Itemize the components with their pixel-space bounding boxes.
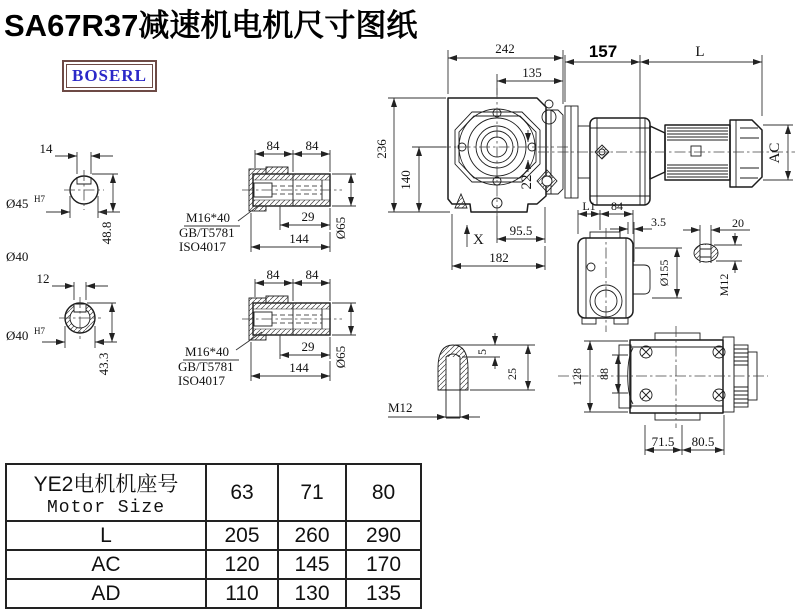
dim-29: 29 xyxy=(301,339,315,354)
label-std-iso: ISO4017 xyxy=(178,373,225,388)
label-std-iso: ISO4017 xyxy=(179,239,226,254)
dim-dia65: Ø65 xyxy=(333,345,348,369)
dim-outer: Ø40 xyxy=(6,249,29,264)
view-hollow-shaft-section xyxy=(6,271,117,375)
table-row-label: AD xyxy=(6,579,206,608)
view-gearunit-side xyxy=(578,199,750,332)
view-gearbox-front xyxy=(374,41,568,270)
label-bolt: M16*40 xyxy=(186,210,231,225)
table-cell: 135 xyxy=(346,579,421,608)
table-row-ac xyxy=(6,550,421,579)
table-cell: 110 xyxy=(206,579,278,608)
dim-m12: M12 xyxy=(388,400,413,415)
table-header-cn: YE2电机机座号 xyxy=(33,472,179,496)
dim-3-5: 3.5 xyxy=(651,215,666,229)
dim-bore: Ø45 xyxy=(6,196,29,211)
dim-140: 140 xyxy=(398,170,413,190)
dim-84a: 84 xyxy=(266,138,280,153)
table-cell: 170 xyxy=(346,550,421,579)
dim-84b: 84 xyxy=(305,138,319,153)
table-cell: 290 xyxy=(346,521,421,550)
motor-size-table xyxy=(5,463,422,609)
table-cell: 260 xyxy=(278,521,346,550)
dim-5: 5 xyxy=(475,349,489,355)
dim-depth: 48.8 xyxy=(99,221,114,245)
dim-ac: AC xyxy=(767,142,783,164)
table-row-label: L xyxy=(6,521,206,550)
dim-84a: 84 xyxy=(266,267,280,282)
dim-25: 25 xyxy=(505,368,519,380)
dim-bore: Ø40 xyxy=(6,328,29,343)
table-cell: 130 xyxy=(278,579,346,608)
page-title: SA67R37减速机电机尺寸图纸 xyxy=(4,8,418,43)
dim-95-5: 95.5 xyxy=(509,223,533,238)
dim-m12: M12 xyxy=(717,273,731,297)
view-plug-detail xyxy=(388,333,535,418)
table-header-en: Motor Size xyxy=(46,497,166,518)
table-col-header: 80 xyxy=(346,464,421,521)
view-bushing-bottom xyxy=(178,267,356,388)
dim-236: 236 xyxy=(374,139,389,159)
view-solid-shaft-section xyxy=(6,141,120,264)
table-cell: 120 xyxy=(206,550,278,579)
dim-x: X xyxy=(473,232,484,248)
label-bolt: M16*40 xyxy=(185,344,230,359)
dim-key-width: 12 xyxy=(36,271,50,286)
dim-dia155: Ø155 xyxy=(657,259,671,287)
dim-144: 144 xyxy=(289,360,309,375)
table-cell: 205 xyxy=(206,521,278,550)
dim-88: 88 xyxy=(597,368,611,380)
dim-135: 135 xyxy=(522,65,542,80)
brand-logo-text: BOSERL xyxy=(66,64,153,88)
dim-84: 84 xyxy=(611,199,623,213)
label-std-gb: GB/T5781 xyxy=(179,225,235,240)
view-bottom xyxy=(558,326,768,455)
table-row-ad xyxy=(6,579,421,608)
dim-80-5: 80.5 xyxy=(691,434,715,449)
dim-bore-fit: H7 xyxy=(34,194,45,204)
dim-20: 20 xyxy=(732,216,744,230)
table-col-header: 71 xyxy=(278,464,346,521)
dim-key-width: 14 xyxy=(39,141,53,156)
dim-242: 242 xyxy=(495,41,515,56)
view-bushing-top xyxy=(179,138,356,254)
dim-29: 29 xyxy=(301,209,315,224)
dim-l1: L1 xyxy=(582,199,596,213)
table-row-l xyxy=(6,521,421,550)
table-row-label: AC xyxy=(6,550,206,579)
dim-depth: 43.3 xyxy=(96,352,111,376)
dim-182: 182 xyxy=(489,250,509,265)
dim-144: 144 xyxy=(289,231,309,246)
dim-128: 128 xyxy=(570,368,584,386)
table-header-motor-size xyxy=(6,464,206,521)
dim-157: 157 xyxy=(588,42,618,61)
table-cell: 145 xyxy=(278,550,346,579)
label-std-gb: GB/T5781 xyxy=(178,359,234,374)
dim-84b: 84 xyxy=(305,267,319,282)
dim-22: 22 xyxy=(519,174,535,190)
dim-71-5: 71.5 xyxy=(651,434,675,449)
view-gearmotor-side xyxy=(538,42,795,205)
dim-l: L xyxy=(695,44,705,60)
table-col-header: 63 xyxy=(206,464,278,521)
dim-bore-fit: H7 xyxy=(34,326,45,336)
dim-dia65: Ø65 xyxy=(333,216,348,240)
